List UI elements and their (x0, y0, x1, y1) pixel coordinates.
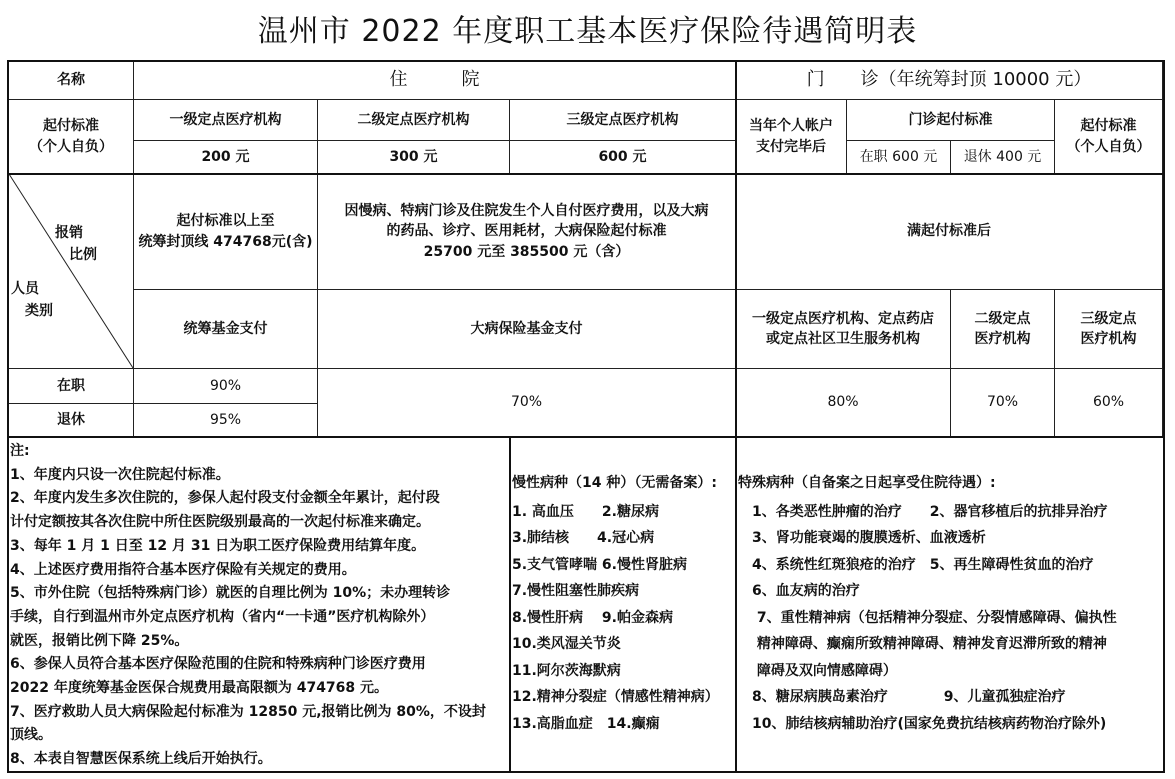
chronic-heading: 慢性病种（14 种）（无需备案）: (512, 475, 717, 491)
outpatient-header: 门 诊（年统筹封顶 10000 元） (736, 62, 1163, 100)
chronic-block (512, 470, 734, 737)
note-item: 计付定额按其各次住院中所住医院级别最高的一次起付标准来确定。 (10, 514, 430, 531)
diagonal-header-cell (9, 174, 134, 369)
special-disease-item: 3、肾功能衰竭的腹膜透析、血液透析 (738, 530, 986, 546)
note-item: 3、每年 1 月 1 日至 12 月 31 日为职工医疗保险费用结算年度。 (10, 537, 426, 554)
account-paid-cell: 当年个人帐户 支付完毕后 (736, 100, 847, 174)
chronic-disease-item: 12.精神分裂症（情感性精神病） (512, 689, 719, 705)
special-disease-item: 6、血友病的治疗 (738, 583, 860, 599)
level3-header: 三级定点医疗机构 (510, 100, 736, 141)
op-level2-cell: 二级定点 医疗机构 (951, 290, 1055, 369)
level1-amount: 200 元 (134, 141, 318, 174)
divider (7, 436, 1165, 438)
special-disease-item: 7、重性精神病（包括精神分裂症、分裂情感障碍、偏执性 (738, 609, 1117, 626)
op-after-standard-cell: 满起付标准后 (736, 174, 1163, 290)
pool-range-cell: 起付标准以上至 统筹封顶线 474768元(含) (134, 174, 318, 290)
note-item: 4、上述医疗费用指符合基本医疗保险有关规定的费用。 (10, 561, 356, 578)
note-item: 2、年度内发生多次住院的，参保人起付段支付金额全年累计，起付段 (10, 490, 440, 507)
special-block (738, 470, 1162, 737)
special-disease-item: 10、肺结核病辅助治疗(国家免费抗结核病药物治疗除外) (738, 715, 1107, 732)
serious-ratio: 70% (318, 369, 736, 437)
notes-heading: 注: (10, 443, 30, 459)
inpatient-header: 住 院 (134, 62, 736, 100)
op-standard-header: 门诊起付标准 (847, 100, 1055, 141)
special-disease-item: 4、系统性红斑狼疮的治疗 5、再生障碍性贫血的治疗 (738, 556, 1094, 573)
deductible-label: 起付标准 （个人自负） (9, 100, 134, 174)
chronic-disease-item: 5.支气管哮喘 6.慢性肾脏病 (512, 556, 687, 573)
op1-ratio: 80% (736, 369, 951, 437)
diagonal-category-label: 人员 类别 (11, 281, 53, 320)
note-item: 5、市外住院（包括特殊病门诊）就医的自理比例为 10%；未办理转诊 (10, 585, 451, 602)
serious-fund-cell: 大病保险基金支付 (318, 290, 736, 369)
divider (735, 60, 737, 437)
divider (509, 437, 511, 773)
special-disease-item: 障碍及双向情感障碍） (738, 662, 897, 679)
note-item: 8、本表自智慧医保系统上线后开始执行。 (10, 751, 272, 768)
chronic-disease-item: 10.类风湿关节炎 (512, 636, 621, 652)
note-item: 手续，自行到温州市外定点医疗机构（省内“一卡通”医疗机构除外） (10, 608, 435, 625)
divider (7, 173, 1165, 175)
level1-header: 一级定点医疗机构 (134, 100, 318, 141)
note-item: 2022 年度统筹基金医保合规费用最高限额为 474768 元。 (10, 680, 389, 697)
retired-label: 退休 (9, 404, 134, 437)
diagonal-line (9, 174, 134, 369)
note-item: 就医，报销比例下降 25%。 (10, 632, 189, 649)
pool-fund-cell: 统筹基金支付 (134, 290, 318, 369)
name-header: 名称 (9, 62, 134, 100)
chronic-disease-item: 11.阿尔茨海默病 (512, 662, 621, 679)
note-item: 顶线。 (10, 727, 52, 744)
chronic-list (512, 499, 734, 738)
op-self-pay-label: 起付标准 （个人自负） (1055, 100, 1163, 174)
page-title: 温州市 2022 年度职工基本医疗保险待遇简明表 (257, 14, 918, 49)
chronic-disease-item: 13.高脂血症 14.癫痫 (512, 715, 660, 732)
op2-ratio: 70% (951, 369, 1055, 437)
op-retired-amount: 退休 400 元 (951, 141, 1055, 174)
level3-amount: 600 元 (510, 141, 736, 174)
note-item: 7、医疗救助人员大病保险起付标准为 12850 元,报销比例为 80%，不设封 (10, 703, 486, 720)
note-item: 1、年度内只设一次住院起付标准。 (10, 466, 230, 483)
special-disease-item: 1、各类恶性肿瘤的治疗 2、器官移植后的抗排异治疗 (738, 503, 1108, 520)
divider (735, 437, 737, 773)
serious-range-cell: 因慢病、特病门诊及住院发生个人自付医疗费用，以及大病 的药品、诊疗、医用耗材，大病保险起付标准 25700 元至 385500 元（含） (318, 174, 736, 290)
notes-list (10, 464, 508, 772)
working-label: 在职 (9, 369, 134, 404)
special-disease-item: 精神障碍、癫痫所致精神障碍、精神发育迟滞所致的精神 (738, 636, 1107, 652)
op3-ratio: 60% (1055, 369, 1163, 437)
chronic-disease-item: 8.慢性肝病 9.帕金森病 (512, 609, 673, 626)
chronic-disease-item: 7.慢性阻塞性肺疾病 (512, 583, 640, 599)
level2-amount: 300 元 (318, 141, 510, 174)
notes-block (10, 440, 508, 772)
chronic-disease-item: 3.肺结核 4.冠心病 (512, 530, 655, 546)
op-level3-cell: 三级定点 医疗机构 (1055, 290, 1163, 369)
working-pool-ratio: 90% (134, 369, 318, 404)
diagonal-ratio-label: 报销 比例 (55, 225, 97, 264)
special-list (738, 499, 1162, 738)
chronic-disease-item: 1. 高血压 2.糖尿病 (512, 503, 659, 520)
retired-pool-ratio: 95% (134, 404, 318, 437)
special-heading: 特殊病种（自备案之日起享受住院待遇）: (738, 475, 996, 491)
level2-header: 二级定点医疗机构 (318, 100, 510, 141)
op-working-amount: 在职 600 元 (847, 141, 951, 174)
note-item: 6、参保人员符合基本医疗保险范围的住院和特殊病种门诊医疗费用 (10, 656, 426, 673)
op-level1-cell: 一级定点医疗机构、定点药店 或定点社区卫生服务机构 (736, 290, 951, 369)
special-disease-item: 8、糖尿病胰岛素治疗 9、儿童孤独症治疗 (738, 689, 1066, 705)
